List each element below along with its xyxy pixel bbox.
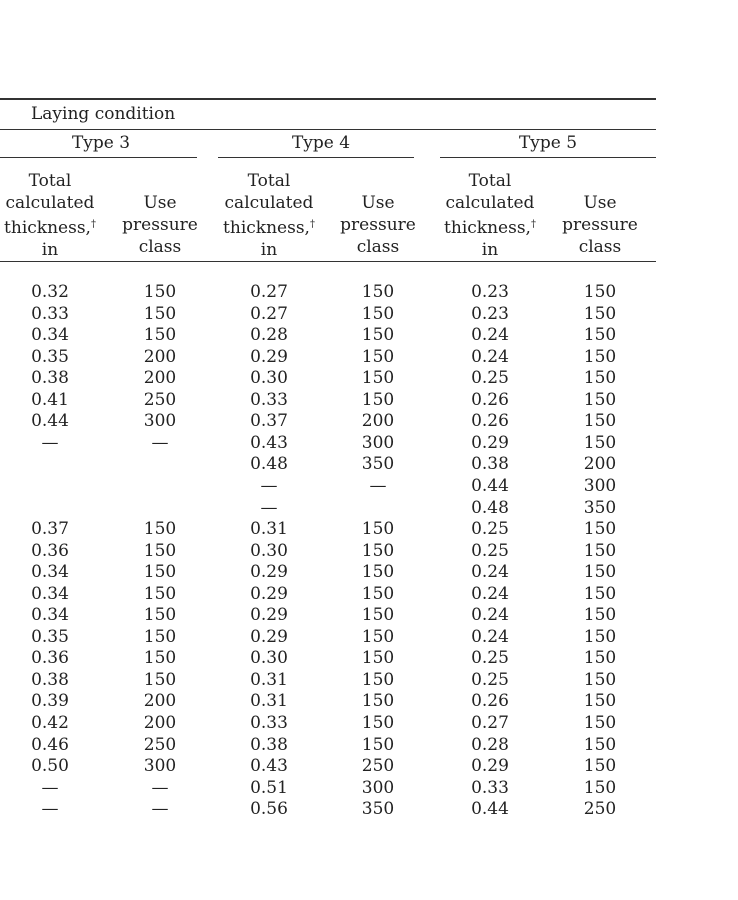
- table-cell-type-5-thickness: 0.23: [471, 304, 509, 324]
- table-cell-type-5-thickness: 0.26: [471, 691, 509, 711]
- table-cell-type-5-thickness: 0.48: [471, 498, 509, 518]
- table-cell-type-5-thickness: 0.38: [471, 454, 509, 474]
- table-cell-type-3-pressure: 150: [143, 519, 177, 539]
- table-cell-type-5-thickness: 0.23: [471, 282, 509, 302]
- table-cell-type-3-thickness: 0.32: [31, 282, 69, 302]
- type-4-pressure-header: Use pressure class: [340, 193, 416, 257]
- table-cell-type-3-pressure: 150: [143, 584, 177, 604]
- table-cell-type-3-pressure: 200: [143, 347, 177, 367]
- table-cell-type-4-thickness: 0.48: [250, 454, 288, 474]
- table-cell-type-4-thickness: 0.29: [250, 584, 288, 604]
- table-cell-type-4-thickness: 0.30: [250, 648, 288, 668]
- table-cell-type-4-pressure: 150: [361, 368, 395, 388]
- table-cell-type-4-thickness: 0.30: [250, 541, 288, 561]
- table-cell-type-5-thickness: 0.25: [471, 648, 509, 668]
- table-cell-type-5-pressure: 150: [583, 756, 617, 776]
- table-cell-type-5-thickness: 0.25: [471, 519, 509, 539]
- table-cell-type-5-pressure: 150: [583, 304, 617, 324]
- table-cell-type-4-pressure: 150: [361, 541, 395, 561]
- table-cell-type-5-thickness: 0.24: [471, 562, 509, 582]
- table-cell-type-4-pressure: 150: [361, 670, 395, 690]
- table-cell-type-3-pressure: 200: [143, 691, 177, 711]
- table-cell-type-4-pressure: 150: [361, 347, 395, 367]
- table-cell-type-3-thickness: —: [41, 433, 59, 453]
- table-cell-type-5-thickness: 0.24: [471, 627, 509, 647]
- table-cell-type-3-pressure: 300: [143, 756, 177, 776]
- table-cell-type-5-thickness: 0.33: [471, 778, 509, 798]
- table-cell-type-4-pressure: 150: [361, 735, 395, 755]
- table-cell-type-3-thickness: 0.46: [31, 735, 69, 755]
- table-cell-type-3-pressure: —: [151, 433, 169, 453]
- table-cell-type-3-pressure: 300: [143, 411, 177, 431]
- table-cell-type-5-thickness: 0.25: [471, 670, 509, 690]
- table-cell-type-3-thickness: 0.38: [31, 670, 69, 690]
- table-cell-type-3-pressure: —: [151, 778, 169, 798]
- table-cell-type-5-pressure: 150: [583, 325, 617, 345]
- table-cell-type-4-thickness: 0.33: [250, 390, 288, 410]
- table-cell-type-4-thickness: 0.31: [250, 519, 288, 539]
- table-cell-type-4-pressure: 150: [361, 304, 395, 324]
- table-cell-type-4-pressure: 150: [361, 713, 395, 733]
- table-cell-type-3-pressure: 250: [143, 735, 177, 755]
- table-cell-type-3-thickness: 0.38: [31, 368, 69, 388]
- table-cell-type-3-thickness: 0.36: [31, 648, 69, 668]
- table-cell-type-5-pressure: 200: [583, 454, 617, 474]
- table-cell-type-4-pressure: 150: [361, 627, 395, 647]
- table-cell-type-3-thickness: 0.50: [31, 756, 69, 776]
- table-cell-type-5-pressure: 150: [583, 670, 617, 690]
- table-cell-type-3-pressure: 200: [143, 713, 177, 733]
- table-cell-type-4-thickness: 0.29: [250, 347, 288, 367]
- table-cell-type-3-pressure: 150: [143, 282, 177, 302]
- table-cell-type-5-pressure: 250: [583, 799, 617, 819]
- header-bottom-rule: [0, 261, 656, 262]
- table-cell-type-4-thickness: 0.29: [250, 562, 288, 582]
- table-cell-type-5-thickness: 0.25: [471, 541, 509, 561]
- table-cell-type-5-pressure: 350: [583, 498, 617, 518]
- table-cell-type-3-pressure: 200: [143, 368, 177, 388]
- table-cell-type-5-pressure: 150: [583, 713, 617, 733]
- table-cell-type-4-pressure: 250: [361, 756, 395, 776]
- table-cell-type-4-thickness: 0.27: [250, 282, 288, 302]
- table-cell-type-5-thickness: 0.44: [471, 799, 509, 819]
- table-cell-type-4-pressure: 150: [361, 325, 395, 345]
- table-cell-type-5-pressure: 150: [583, 584, 617, 604]
- table-cell-type-3-thickness: —: [41, 799, 59, 819]
- table-cell-type-5-pressure: 150: [583, 282, 617, 302]
- table-cell-type-4-pressure: 150: [361, 390, 395, 410]
- type-5-thickness-header: Total calculated thickness,† in: [444, 171, 536, 260]
- type-3-pressure-header: Use pressure class: [122, 193, 198, 257]
- table-cell-type-3-thickness: 0.36: [31, 541, 69, 561]
- table-cell-type-5-thickness: 0.26: [471, 411, 509, 431]
- table-cell-type-4-pressure: 200: [361, 411, 395, 431]
- table-cell-type-4-pressure: 150: [361, 282, 395, 302]
- table-cell-type-3-pressure: 150: [143, 325, 177, 345]
- table-cell-type-3-thickness: 0.34: [31, 605, 69, 625]
- table-cell-type-3-pressure: 150: [143, 562, 177, 582]
- type-5-rule: [440, 157, 656, 158]
- table-cell-type-3-pressure: 150: [143, 605, 177, 625]
- table-cell-type-4-thickness: —: [260, 476, 278, 496]
- table-cell-type-4-pressure: 150: [361, 648, 395, 668]
- type-4-rule: [218, 157, 414, 158]
- laying-condition-rule: [0, 129, 656, 130]
- table-cell-type-3-thickness: 0.35: [31, 347, 69, 367]
- type-4-header: Type 4: [291, 133, 351, 153]
- table-cell-type-4-thickness: 0.37: [250, 411, 288, 431]
- table-cell-type-3-thickness: 0.35: [31, 627, 69, 647]
- table-cell-type-3-thickness: 0.34: [31, 584, 69, 604]
- table-cell-type-4-pressure: 150: [361, 519, 395, 539]
- table-cell-type-3-pressure: —: [151, 799, 169, 819]
- table-cell-type-5-pressure: 150: [583, 778, 617, 798]
- table-cell-type-5-pressure: 150: [583, 368, 617, 388]
- table-cell-type-4-thickness: 0.33: [250, 713, 288, 733]
- table-cell-type-5-pressure: 150: [583, 648, 617, 668]
- table-cell-type-5-thickness: 0.24: [471, 325, 509, 345]
- table-cell-type-4-pressure: 150: [361, 691, 395, 711]
- table-cell-type-5-pressure: 300: [583, 476, 617, 496]
- type-3-thickness-header: Total calculated thickness,† in: [4, 171, 96, 260]
- table-cell-type-5-thickness: 0.26: [471, 390, 509, 410]
- table-cell-type-3-pressure: 150: [143, 648, 177, 668]
- table-cell-type-5-pressure: 150: [583, 735, 617, 755]
- table-cell-type-4-pressure: 350: [361, 454, 395, 474]
- table-cell-type-5-thickness: 0.29: [471, 433, 509, 453]
- table-cell-type-5-thickness: 0.24: [471, 347, 509, 367]
- table-cell-type-4-thickness: 0.43: [250, 433, 288, 453]
- top-rule: [0, 98, 656, 100]
- table-cell-type-5-thickness: 0.24: [471, 584, 509, 604]
- table-cell-type-5-thickness: 0.29: [471, 756, 509, 776]
- table-cell-type-3-thickness: 0.33: [31, 304, 69, 324]
- table-cell-type-4-thickness: 0.29: [250, 605, 288, 625]
- table-cell-type-3-thickness: —: [41, 778, 59, 798]
- table-cell-type-5-pressure: 150: [583, 411, 617, 431]
- table-cell-type-4-thickness: 0.30: [250, 368, 288, 388]
- table-cell-type-3-pressure: 150: [143, 304, 177, 324]
- table-cell-type-3-thickness: 0.39: [31, 691, 69, 711]
- table-cell-type-4-thickness: 0.29: [250, 627, 288, 647]
- type-3-header: Type 3: [71, 133, 131, 153]
- table-cell-type-4-thickness: 0.51: [250, 778, 288, 798]
- table-cell-type-5-pressure: 150: [583, 691, 617, 711]
- table-cell-type-5-thickness: 0.28: [471, 735, 509, 755]
- table-cell-type-4-pressure: 350: [361, 799, 395, 819]
- table-cell-type-4-pressure: 150: [361, 562, 395, 582]
- table-cell-type-3-pressure: 150: [143, 541, 177, 561]
- table-cell-type-5-pressure: 150: [583, 605, 617, 625]
- type-4-thickness-header: Total calculated thickness,† in: [223, 171, 315, 260]
- table-cell-type-4-thickness: —: [260, 498, 278, 518]
- table-cell-type-4-pressure: —: [369, 476, 387, 496]
- table-cell-type-3-thickness: 0.34: [31, 325, 69, 345]
- table-cell-type-3-thickness: 0.37: [31, 519, 69, 539]
- table-cell-type-5-pressure: 150: [583, 562, 617, 582]
- type-5-header: Type 5: [518, 133, 578, 153]
- table-cell-type-3-thickness: 0.41: [31, 390, 69, 410]
- table-cell-type-5-thickness: 0.24: [471, 605, 509, 625]
- table-cell-type-5-pressure: 150: [583, 627, 617, 647]
- table-cell-type-3-pressure: 150: [143, 627, 177, 647]
- table-cell-type-4-thickness: 0.31: [250, 670, 288, 690]
- table-cell-type-5-pressure: 150: [583, 433, 617, 453]
- table-cell-type-4-thickness: 0.27: [250, 304, 288, 324]
- table-cell-type-5-pressure: 150: [583, 519, 617, 539]
- table-cell-type-5-thickness: 0.27: [471, 713, 509, 733]
- laying-condition-label: Laying condition: [31, 104, 176, 124]
- table-cell-type-3-pressure: 250: [143, 390, 177, 410]
- table-cell-type-4-pressure: 300: [361, 433, 395, 453]
- type-3-rule: [0, 157, 197, 158]
- table-cell-type-4-thickness: 0.56: [250, 799, 288, 819]
- table-cell-type-3-pressure: 150: [143, 670, 177, 690]
- table-cell-type-3-thickness: 0.34: [31, 562, 69, 582]
- table-cell-type-3-thickness: 0.42: [31, 713, 69, 733]
- table-cell-type-5-pressure: 150: [583, 390, 617, 410]
- table-cell-type-4-thickness: 0.31: [250, 691, 288, 711]
- table-cell-type-4-pressure: 300: [361, 778, 395, 798]
- table-cell-type-3-thickness: 0.44: [31, 411, 69, 431]
- table-cell-type-5-pressure: 150: [583, 347, 617, 367]
- table-cell-type-5-thickness: 0.44: [471, 476, 509, 496]
- type-5-pressure-header: Use pressure class: [562, 193, 638, 257]
- table-cell-type-5-thickness: 0.25: [471, 368, 509, 388]
- table-cell-type-4-pressure: 150: [361, 605, 395, 625]
- table-cell-type-5-pressure: 150: [583, 541, 617, 561]
- table-cell-type-4-pressure: 150: [361, 584, 395, 604]
- table-cell-type-4-thickness: 0.28: [250, 325, 288, 345]
- table-cell-type-4-thickness: 0.43: [250, 756, 288, 776]
- table-cell-type-4-thickness: 0.38: [250, 735, 288, 755]
